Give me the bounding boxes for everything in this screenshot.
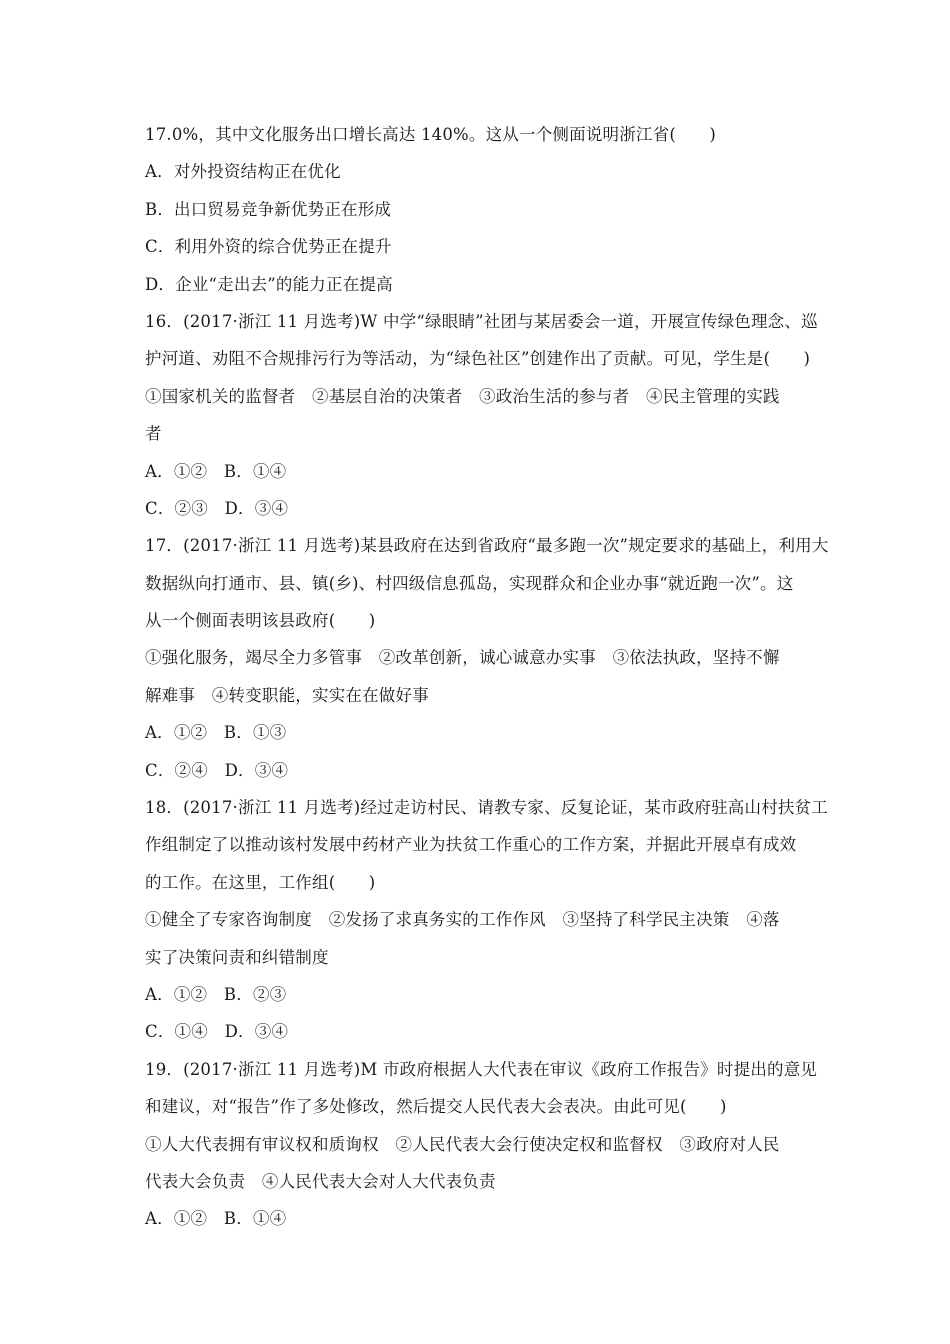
q16-options-ab: A．①② B．①④ xyxy=(145,461,287,481)
q15-option-d: D．企业“走出去”的能力正在提高 xyxy=(145,274,393,294)
q16-statements-line-2: 者 xyxy=(145,424,162,444)
q19-options-ab: A．①② B．①④ xyxy=(145,1209,287,1229)
q16-stem-line-1: 16．(2017·浙江 11 月选考)W 中学“绿眼睛”社团与某居委会一道，开展宣传绿色理念、巡 xyxy=(145,311,818,331)
q18-statements-line-2: 实了决策问责和纠错制度 xyxy=(145,947,329,967)
q16-stem-line-2: 护河道、劝阻不合规排污行为等活动，为“绿色社区”创建作出了贡献。可见，学生是( ) xyxy=(145,349,811,369)
q18-statements-line-1: ①健全了专家咨询制度 ②发扬了求真务实的工作作风 ③坚持了科学民主决策 ④落 xyxy=(145,910,780,930)
q16-options-cd: C．②③ D．③④ xyxy=(145,498,289,518)
q19-stem-line-2: 和建议，对“报告”作了多处修改，然后提交人民代表大会表决。由此可见( ) xyxy=(145,1097,727,1117)
q18-stem-line-3: 的工作。在这里，工作组( ) xyxy=(145,872,376,892)
q17-options-cd: C．②④ D．③④ xyxy=(145,760,289,780)
q16-statements-line-1: ①国家机关的监督者 ②基层自治的决策者 ③政治生活的参与者 ④民主管理的实践 xyxy=(145,386,780,406)
q18-stem-line-1: 18．(2017·浙江 11 月选考)经过走访村民、请教专家、反复论证，某市政府驻高山村扶贫工 xyxy=(145,798,828,818)
q17-stem-line-1: 17．(2017·浙江 11 月选考)某县政府在达到省政府“最多跑一次”规定要求的基础上，利用大 xyxy=(145,536,829,556)
q15-option-b: B．出口贸易竞争新优势正在形成 xyxy=(145,199,392,219)
q19-statements-line-2: 代表大会负责 ④人民代表大会对人大代表负责 xyxy=(145,1171,496,1191)
q19-stem-line-1: 19．(2017·浙江 11 月选考)M 市政府根据人大代表在审议《政府工作报告》时提出的意见 xyxy=(145,1059,818,1079)
q15-option-a: A．对外投资结构正在优化 xyxy=(145,162,341,182)
q17-stem-line-2: 数据纵向打通市、县、镇(乡)、村四级信息孤岛，实现群众和企业办事“就近跑一次”。这 xyxy=(145,573,794,593)
q15-stem-tail: 17.0%，其中文化服务出口增长高达 140%。这从一个侧面说明浙江省( ) xyxy=(145,125,717,144)
document-page xyxy=(145,116,829,1238)
q17-stem-line-3: 从一个侧面表明该县政府( ) xyxy=(145,611,376,631)
q19-statements-line-1: ①人大代表拥有审议权和质询权 ②人民代表大会行使决定权和监督权 ③政府对人民 xyxy=(145,1134,780,1154)
q17-statements-line-1: ①强化服务，竭尽全力多管事 ②改革创新，诚心诚意办实事 ③依法执政，坚持不懈 xyxy=(145,648,780,668)
q18-options-cd: C．①④ D．③④ xyxy=(145,1022,289,1042)
q18-stem-line-2: 作组制定了以推动该村发展中药材产业为扶贫工作重心的工作方案，并据此开展卓有成效 xyxy=(145,835,797,855)
q17-options-ab: A．①② B．①③ xyxy=(145,723,287,743)
q17-statements-line-2: 解难事 ④转变职能，实实在在做好事 xyxy=(145,685,429,705)
q15-option-c: C．利用外资的综合优势正在提升 xyxy=(145,237,392,257)
q18-options-ab: A．①② B．②③ xyxy=(145,984,287,1004)
